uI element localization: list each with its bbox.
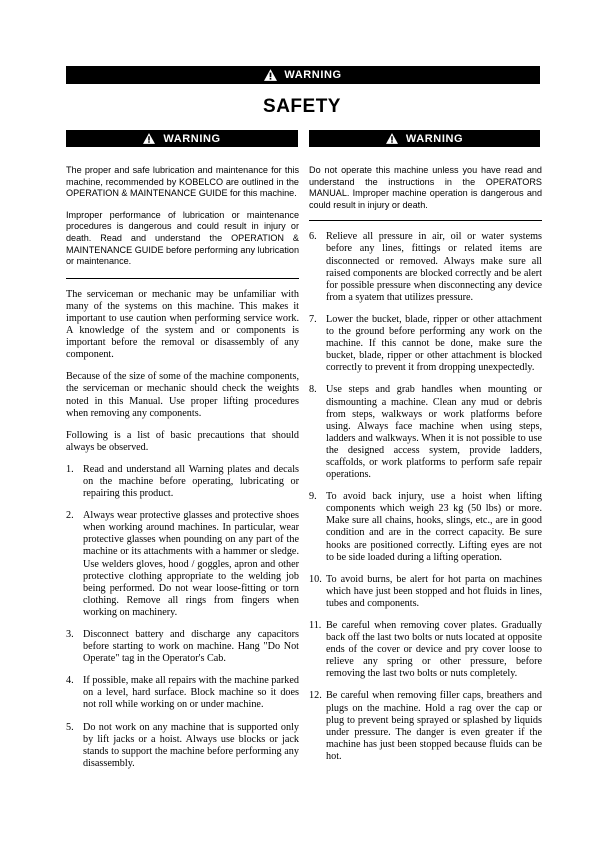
list-item-text: Disconnect battery and discharge any capacitors before starting to work on machine. Hang "Do Not Operate" tag in the Operator's Cab.: [83, 629, 299, 665]
list-item-number: 2.: [66, 510, 74, 522]
right-warning-label: WARNING: [405, 132, 464, 145]
right-intro-paragraph-1: Do not operate this machine unless you have read and understand the instructions in the OPERATORS MANUAL. Improper machine operation is dangerous and could result in injury or death.: [309, 165, 542, 210]
list-item-number: 5.: [66, 721, 74, 733]
list-item-number: 7.: [309, 313, 317, 325]
warning-triangle-icon: [143, 133, 156, 145]
list-item-number: 3.: [66, 629, 74, 640]
left-intro-paragraph-2: Improper performance of lubrication or maintenance procedures is dangerous and could result in injury or death. Read and understand the OPERATION & MAINTENANCE GUIDE before performing any lubrication or maintenance.: [66, 209, 299, 267]
list-item-text: Be careful when removing filler caps, breathers and plugs on the machine. Hold a rag over the cap or plug to prevent being sprayed or splashed by liquids under pressure. The danger is even greater if the machine has just been stopped because fluids can be hot.: [326, 690, 542, 762]
list-item: [66, 675, 299, 711]
list-item-text: Be careful when removing cover plates. Gradually back off the last two bolts or nuts located at opposite ends of the cover or device and pry cover loose to relieve any spring or other pressure, before removing the last two bolts or nuts completely.: [326, 620, 542, 680]
left-warning-label: WARNING: [163, 132, 221, 145]
list-item-number: 6.: [309, 231, 317, 243]
list-item-text: Use steps and grab handles when mounting or dismounting a machine. Clean any mud or debris from steps, walkways or work platforms before using. Always face machine when using steps, ladders and walkways. When it is not possible to use the designed access system, provide ladders, scaffolds, or work platforms to perform safe repair operations.: [326, 384, 542, 481]
list-item: [66, 464, 299, 500]
list-item-text: Read and understand all Warning plates and decals on the machine before operating, lubricating or repairing this product.: [83, 463, 299, 500]
left-body-paragraph-2: Because of the size of some of the machine components, the serviceman or mechanic should check the weights noted in this Manual. Use proper lifting procedures when removing any components.: [66, 371, 299, 419]
list-item-number: 8.: [309, 384, 317, 396]
list-item: [309, 620, 542, 680]
left-precaution-list: [66, 464, 299, 770]
list-item-text: To avoid back injury, use a hoist when lifting components which weigh 23 kg (50 lbs) or more. Make sure all chains, hooks, slings, etc., are in good condition and are in the correct capacity. Be sure hooks are positioned correctly. Lifting eyes are not to be side loaded during a lifting operation.: [326, 491, 542, 563]
list-item-text: Do not work on any machine that is supported only by lift jacks or a hoist. Always use blocks or jack stands to support the machine before performing any disassembly.: [83, 721, 299, 769]
list-item: [309, 231, 542, 304]
left-body-paragraph-1: The serviceman or mechanic may be unfamiliar with many of the systems on this machine. This makes it important to use caution when performing service work. A knowledge of the system and or components is important before the removal or disassembly of any component.: [66, 288, 299, 361]
top-warning-label: WARNING: [284, 69, 342, 81]
warning-triangle-icon: [264, 69, 277, 81]
warning-triangle-icon: [386, 133, 399, 145]
list-item-number: 1.: [66, 463, 74, 475]
right-column: [309, 165, 542, 763]
page-title: SAFETY: [263, 96, 341, 117]
list-item: [309, 491, 542, 564]
list-item: [66, 722, 299, 770]
list-item: [309, 314, 542, 374]
left-column-divider: [66, 278, 299, 279]
list-item-text: Relieve all pressure in air, oil or water systems before any lines, fittings or related items are disconnected or removed. Always make sure all raised components are blocked correctly and be alert for possible pressure when disconnecting any device from a syatem that utilizes pressure.: [326, 231, 542, 303]
left-warning-banner: [66, 130, 298, 147]
list-item-number: 11.: [309, 620, 322, 631]
list-item-text: Lower the bucket, blade, ripper or other attachment to the ground before performing any work on the machine. If this cannot be done, make sure the bucket, blade, ripper or other attachment is blocked correctly to prevent it from dropping unexpectedly.: [326, 313, 542, 374]
list-item-number: 9.: [309, 491, 317, 503]
list-item-number: 10.: [309, 573, 322, 585]
list-item-text: If possible, make all repairs with the machine parked on a level, hard surface. Block machine so it does not roll while working on or under machine.: [83, 675, 299, 711]
left-intro-paragraph-1: The proper and safe lubrication and maintenance for this machine, recommended by KOBELCO are outlined in the OPERATION & MAINTENANCE GUIDE for this machine.: [66, 165, 299, 199]
list-item-text: To avoid burns, be alert for hot parta on machines which have just been stopped and hot fluids in lines, tubes and components.: [326, 573, 542, 609]
list-item: [309, 690, 542, 763]
left-column: [66, 165, 299, 770]
list-item: [309, 574, 542, 610]
list-item-number: 4.: [66, 675, 74, 687]
list-item-number: 12.: [309, 690, 322, 702]
top-warning-banner: [66, 66, 540, 84]
left-body-paragraph-3: Following is a list of basic precautions that should always be observed.: [66, 429, 299, 453]
list-item: [309, 384, 542, 481]
right-column-divider: [309, 220, 542, 221]
list-item-text: Always wear protective glasses and protective shoes when working around machines. In particular, wear protective glasses when pounding on any part of the machine or its attachments with a hammer or sledge. Use welders gloves, hood / goggles, apron and other protective clothing appropriate to the welding job being performed. Do not wear loose-fitting or torn clothing. Remove all rings from fingers when working on machinery.: [83, 510, 299, 618]
list-item: [66, 629, 299, 665]
right-warning-banner: [309, 130, 540, 147]
right-precaution-list: [309, 231, 542, 763]
list-item: [66, 510, 299, 619]
